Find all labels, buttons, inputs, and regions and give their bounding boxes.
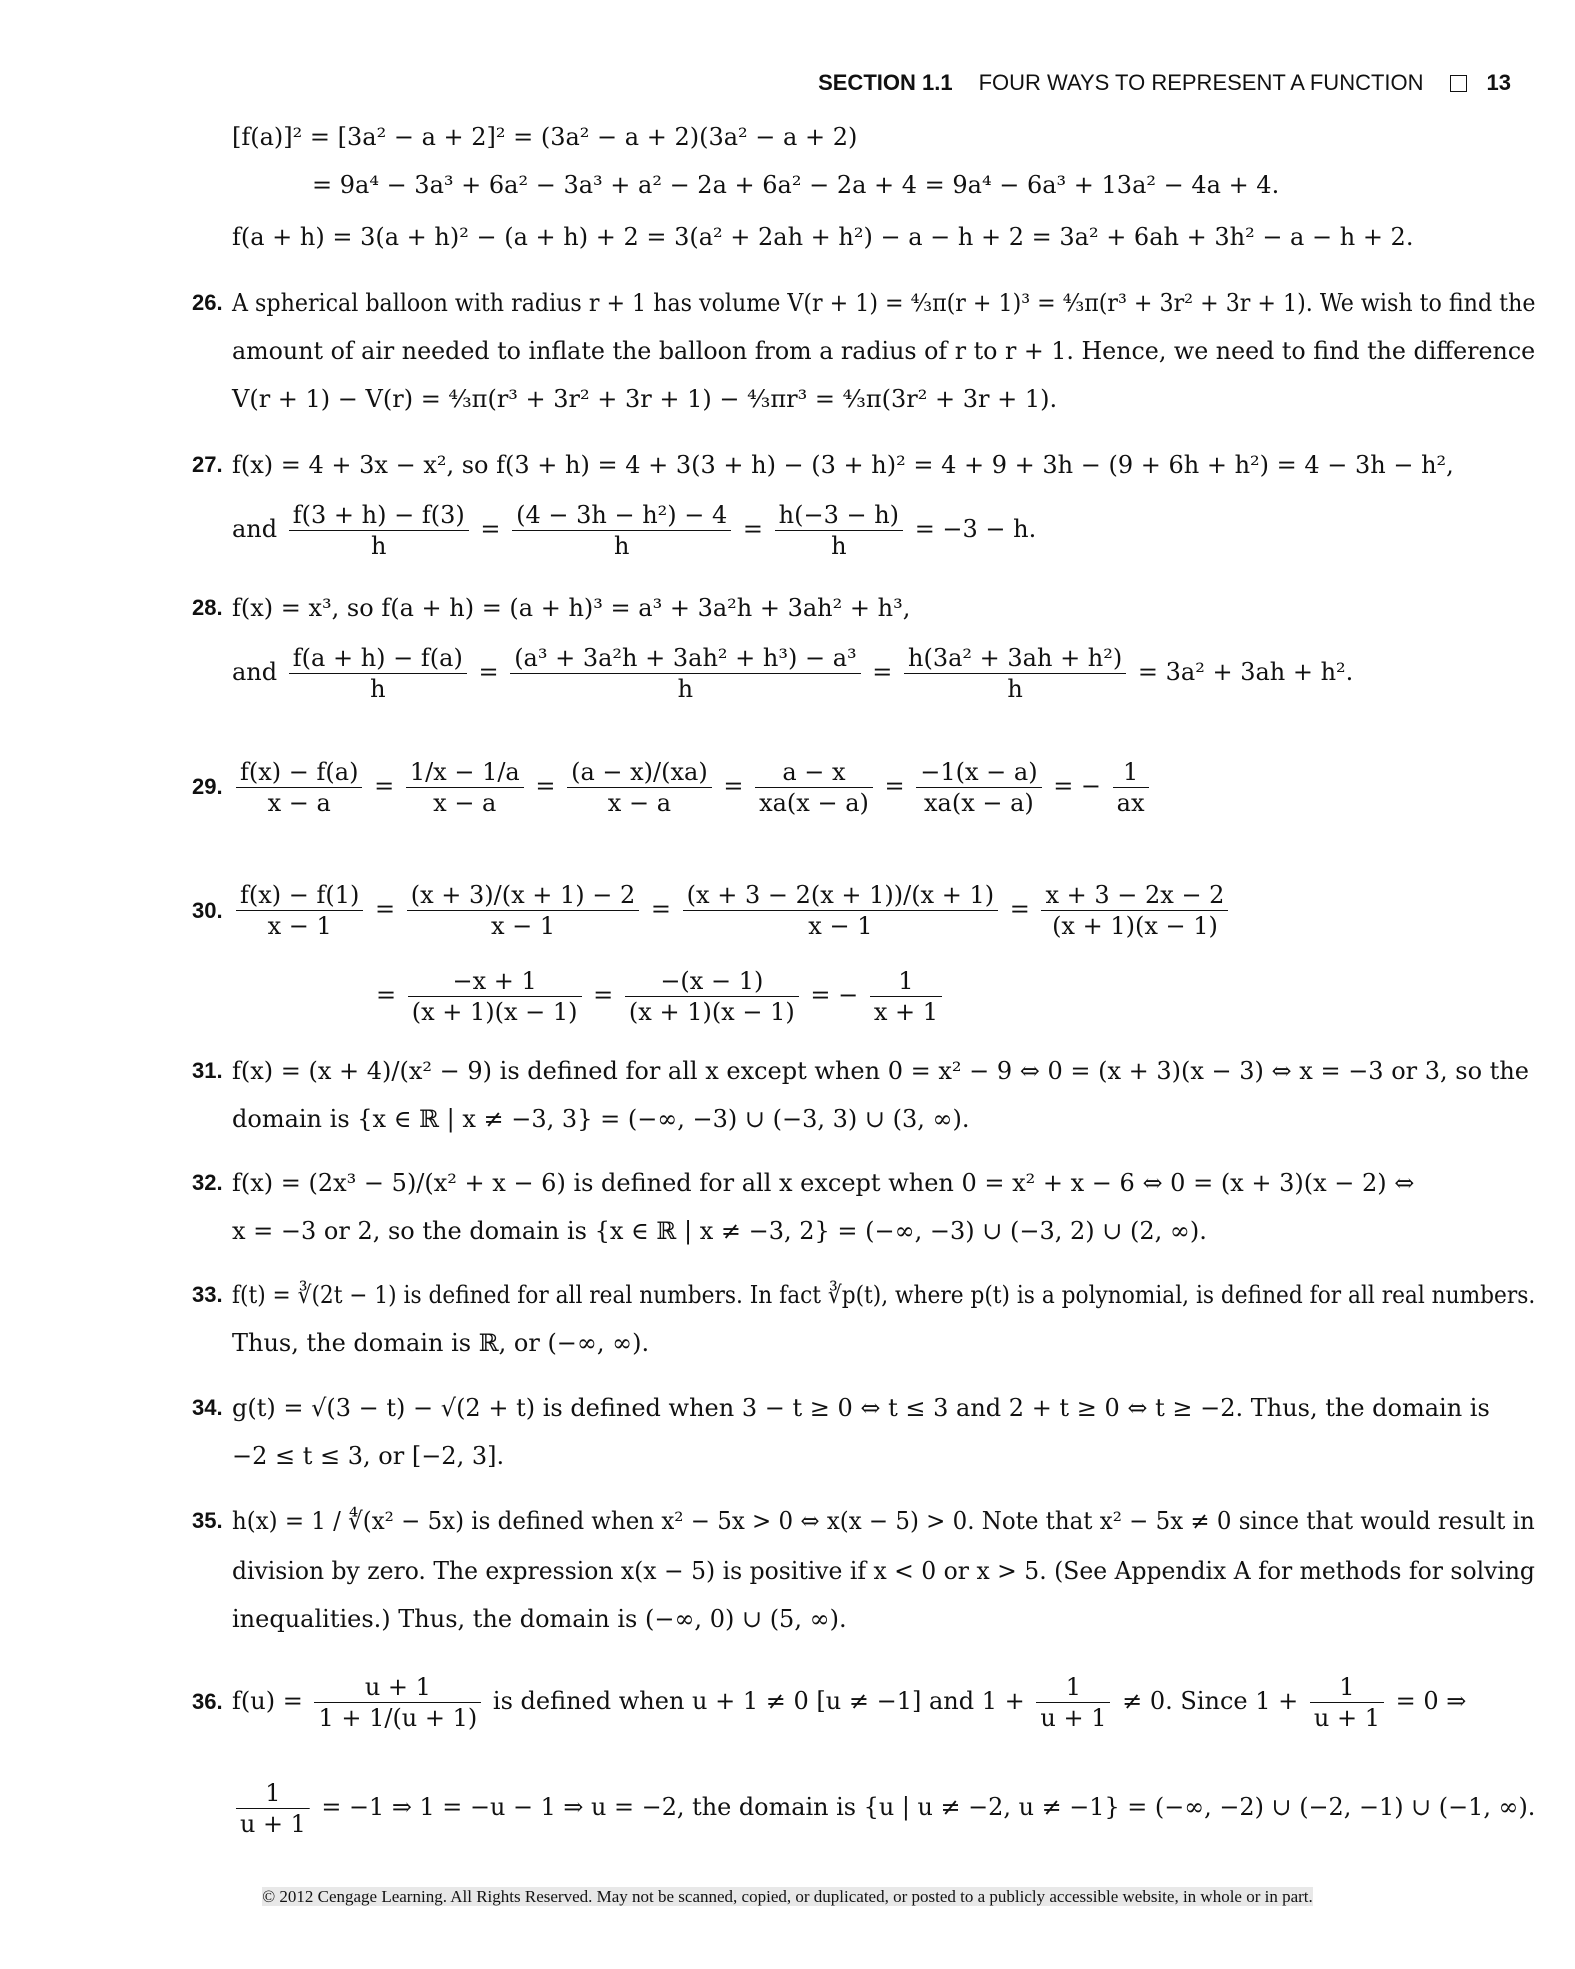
- problem-32-number: 32.: [192, 1170, 223, 1195]
- fraction: $\frac{u + 1}{1 + 1/(u + 1)}$: [314, 1672, 481, 1733]
- fraction: $\frac{-(x - 1)}{(x + 1)(x - 1)}$: [625, 966, 799, 1027]
- fraction: $\frac{1}{x + 1}$: [870, 966, 942, 1027]
- fraction: $\frac{1}{u + 1}$: [1310, 1672, 1384, 1733]
- problem-30-number: 30.: [192, 898, 223, 923]
- copyright-footer: © 2012 Cengage Learning. All Rights Reserved. May not be scanned, copied, or duplicated, or posted to a publicly accessible website, in whole or in part.: [262, 1887, 1313, 1906]
- fraction: $\frac{x + 3 - 2x - 2}{(x + 1)(x - 1)}$: [1041, 880, 1228, 941]
- eq25-line1: [f(a)]² = [3a² − a + 2]² = (3a² − a + 2)(3a² − a + 2): [232, 123, 858, 151]
- eq25-line2: = 9a⁴ − 3a³ + 6a² − 3a³ + a² − 2a + 6a² − 2a + 4 = 9a⁴ − 6a³ + 13a² − 4a + 4.: [312, 171, 1280, 199]
- p33-line1: f(t) = ∛(2t − 1) is defined for all real numbers. In fact ∛p(t), where p(t) is a polynomial, is defined for all real numbers.: [232, 1281, 1536, 1309]
- p36-text2: ≠ 0. Since 1 +: [1122, 1687, 1299, 1715]
- problem-33-number: 33.: [192, 1282, 223, 1307]
- square-icon: [1450, 75, 1467, 92]
- p27-fraction-line: and $\frac{f(3 + h) - f(3)}{h}$ = $\frac{\text{(4 − 3h − h²) − 4}}{h}$ = $\frac{h(-3 - h)}{h}$ = −3 − h.: [232, 501, 1037, 560]
- fraction: $\frac{(a - x)/(xa)}{x - a}$: [567, 757, 712, 818]
- result-text: = −3 − h.: [914, 515, 1037, 543]
- fraction: $\frac{f(x) - f(a)}{x - a}$: [236, 757, 362, 818]
- p30-fraction-line2: = $\frac{-x + 1}{(x + 1)(x - 1)}$ = $\frac{-(x - 1)}{(x + 1)(x - 1)}$ = − $\frac{1}{x + 1}$: [376, 966, 946, 1027]
- section-title: FOUR WAYS TO REPRESENT A FUNCTION: [978, 70, 1424, 95]
- problem-29-number: 29.: [192, 774, 223, 799]
- fraction: $\frac{f(3 + h) - f(3)}{h}$: [289, 500, 469, 561]
- p32-line1: f(x) = (2x³ − 5)/(x² + x − 6) is defined for all x except when 0 = x² + x − 6 ⇔ 0 = (x + 3)(x − 2) ⇔: [232, 1169, 1415, 1197]
- problem-31-number: 31.: [192, 1058, 223, 1083]
- p29-fraction-line: $\frac{f(x) - f(a)}{x - a}$ = $\frac{1/x - 1/a}{x - a}$ = $\frac{(a - x)/(xa)}{x - a}$ = $\frac{a - x}{xa(x - a)}$ = $\frac{-1(x - a)}{xa(x - a)}$ = − $\frac{1}{ax}$: [232, 757, 1153, 818]
- fraction: $\frac{1}{ax}$: [1113, 757, 1149, 818]
- and-text: and: [232, 515, 278, 543]
- fraction: $\frac{1/x - 1/a}{x - a}$: [406, 757, 524, 818]
- fraction: $\frac{-1(x - a)}{xa(x - a)}$: [916, 757, 1041, 818]
- p34-line2: −2 ≤ t ≤ 3, or [−2, 3].: [232, 1442, 505, 1470]
- fraction: $\frac{1}{u + 1}$: [1036, 1672, 1110, 1733]
- p36-text4: = −1 ⇒ 1 = −u − 1 ⇒ u = −2, the domain is {u | u ≠ −2, u ≠ −1} = (−∞, −2) ∪ (−2, −1) ∪ (−1, ∞).: [321, 1793, 1536, 1821]
- eq25-line3: f(a + h) = 3(a + h)² − (a + h) + 2 = 3(a² + 2ah + h²) − a − h + 2 = 3a² + 6ah + 3h² − a − h + 2.: [232, 223, 1414, 251]
- p36-line2: [232, 1778, 1535, 1839]
- fraction: $\frac{(x + 3 - 2(x + 1))/(x + 1)}{x - 1}$: [683, 880, 998, 941]
- problem-34-number: 34.: [192, 1395, 223, 1420]
- p28-fraction-line: and $\frac{f(a + h) - f(a)}{h}$ = $\frac{\text{(a³ + 3a²h + 3ah² + h³) − a³}}{h}$ = $\frac{\text{h(3a² + 3ah + h²)}}{h}$ = 3a² + 3ah + h².: [232, 644, 1354, 703]
- problem-26-number: 26.: [192, 290, 223, 315]
- problem-35-number: 35.: [192, 1508, 223, 1533]
- p26-line2: amount of air needed to inflate the balloon from a radius of r to r + 1. Hence, we need to find the difference: [232, 337, 1536, 365]
- p35-line3: inequalities.) Thus, the domain is (−∞, 0) ∪ (5, ∞).: [232, 1605, 847, 1633]
- page-number: 13: [1486, 70, 1511, 95]
- fraction: $\frac{a - x}{xa(x - a)}$: [755, 757, 873, 818]
- p36-line1: [232, 1672, 1466, 1733]
- p30-fraction-line1: $\frac{f(x) - f(1)}{x - 1}$ = $\frac{(x + 3)/(x + 1) - 2}{x - 1}$ = $\frac{(x + 3 - 2(x + 1))/(x + 1)}{x - 1}$ = $\frac{x + 3 - 2x - 2}{(x + 1)(x - 1)}$: [232, 880, 1232, 941]
- and-text: and: [232, 658, 278, 686]
- p35-line2: division by zero. The expression x(x − 5) is positive if x < 0 or x > 5. (See Appendix A for methods for solving: [232, 1557, 1535, 1585]
- fraction: $\frac{\text{(a³ + 3a²h + 3ah² + h³) − a³}}{h}$: [510, 643, 860, 704]
- p31-line1: f(x) = (x + 4)/(x² − 9) is defined for all x except when 0 = x² − 9 ⇔ 0 = (x + 3)(x − 3) ⇔ x = −3 or 3, so the: [232, 1057, 1529, 1085]
- fraction: $\frac{(x + 3)/(x + 1) - 2}{x - 1}$: [407, 880, 640, 941]
- p32-line2: x = −3 or 2, so the domain is {x ∈ ℝ | x ≠ −3, 2} = (−∞, −3) ∪ (−3, 2) ∪ (2, ∞).: [232, 1217, 1207, 1245]
- p35-line1: h(x) = 1 / ∜(x² − 5x) is defined when x² − 5x > 0 ⇔ x(x − 5) > 0. Note that x² − 5x ≠ 0 since that would result in: [232, 1507, 1535, 1535]
- p36-text1: is defined when u + 1 ≠ 0 [u ≠ −1] and 1 +: [492, 1687, 1025, 1715]
- lhs-text: f(u) =: [232, 1687, 303, 1715]
- p26-line3: V(r + 1) − V(r) = ⁴⁄₃π(r³ + 3r² + 3r + 1) − ⁴⁄₃πr³ = ⁴⁄₃π(3r² + 3r + 1).: [232, 385, 1058, 413]
- p36-text3: = 0 ⇒: [1395, 1687, 1467, 1715]
- running-header: [818, 70, 1511, 96]
- fraction: $\frac{f(a + h) - f(a)}{h}$: [289, 643, 467, 704]
- result-text: = 3a² + 3ah + h².: [1137, 658, 1354, 686]
- fraction: $\frac{\text{(4 − 3h − h²) − 4}}{h}$: [512, 500, 731, 561]
- fraction: $\frac{1}{u + 1}$: [236, 1778, 310, 1839]
- fraction: $\frac{\text{h(3a² + 3ah + h²)}}{h}$: [904, 643, 1126, 704]
- p27-line1: f(x) = 4 + 3x − x², so f(3 + h) = 4 + 3(3 + h) − (3 + h)² = 4 + 9 + 3h − (9 + 6h + h²) = 4 − 3h − h²,: [232, 451, 1454, 479]
- problem-28-number: 28.: [192, 595, 223, 620]
- p34-line1: g(t) = √(3 − t) − √(2 + t) is defined when 3 − t ≥ 0 ⇔ t ≤ 3 and 2 + t ≥ 0 ⇔ t ≥ −2. Thus, the domain is: [232, 1394, 1490, 1422]
- p28-line1: f(x) = x³, so f(a + h) = (a + h)³ = a³ + 3a²h + 3ah² + h³,: [232, 594, 911, 622]
- p31-line2: domain is {x ∈ ℝ | x ≠ −3, 3} = (−∞, −3) ∪ (−3, 3) ∪ (3, ∞).: [232, 1105, 970, 1133]
- fraction: $\frac{-x + 1}{(x + 1)(x - 1)}$: [408, 966, 582, 1027]
- p33-line2: Thus, the domain is ℝ, or (−∞, ∞).: [232, 1329, 650, 1357]
- section-label: SECTION 1.1: [818, 70, 953, 95]
- problem-36-number: 36.: [192, 1689, 223, 1714]
- fraction: $\frac{f(x) - f(1)}{x - 1}$: [236, 880, 363, 941]
- problem-27-number: 27.: [192, 452, 223, 477]
- p26-line1: A spherical balloon with radius r + 1 has volume V(r + 1) = ⁴⁄₃π(r + 1)³ = ⁴⁄₃π(r³ + 3r² + 3r + 1). We wish to find the: [232, 289, 1536, 317]
- fraction: $\frac{h(-3 - h)}{h}$: [775, 500, 903, 561]
